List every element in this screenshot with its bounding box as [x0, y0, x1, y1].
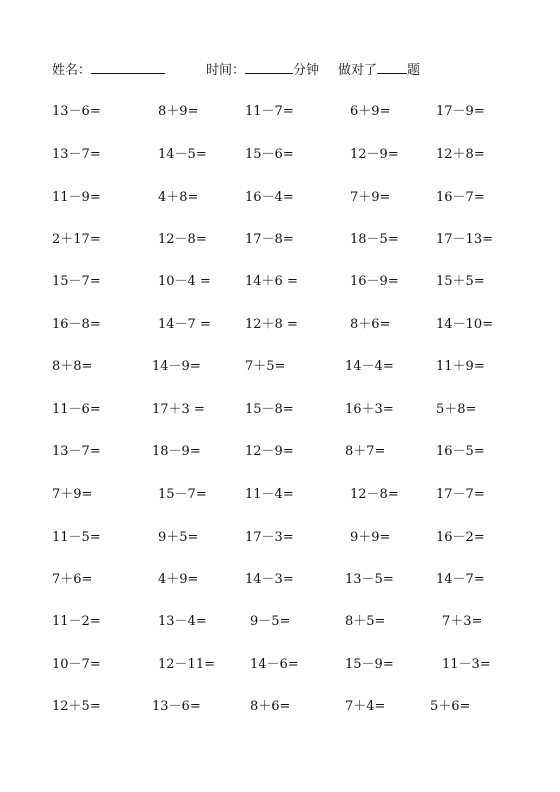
- problem-r1-c4: 6＋9=: [350, 104, 391, 119]
- problem-r4-c4: 18－5=: [350, 232, 399, 247]
- problem-r2-c1: 13－7=: [52, 147, 101, 162]
- problem-r3-c1: 11－9=: [52, 190, 101, 205]
- problem-r10-c2: 15－7=: [158, 487, 207, 502]
- problem-r9-c1: 13－7=: [52, 444, 101, 459]
- problem-r11-c5: 16－2=: [436, 530, 485, 545]
- problem-r8-c4: 16＋3=: [345, 402, 394, 417]
- problem-r15-c3: 8＋6=: [250, 699, 291, 714]
- problem-r2-c3: 15－6=: [245, 147, 294, 162]
- problem-r13-c3: 9－5=: [250, 614, 291, 629]
- problem-r11-c3: 17－3=: [245, 530, 294, 545]
- problem-r11-c2: 9＋5=: [158, 530, 199, 545]
- problem-r6-c5: 14－10=: [436, 317, 493, 332]
- problem-r8-c3: 15－8=: [245, 402, 294, 417]
- problem-r4-c2: 12－8=: [158, 232, 207, 247]
- problem-r3-c3: 16－4=: [245, 190, 294, 205]
- problem-r6-c3: 12＋8 =: [245, 317, 298, 332]
- problem-r5-c1: 15－7=: [52, 274, 101, 289]
- name-label: 姓名：: [52, 63, 92, 78]
- problem-r13-c1: 11－2=: [52, 614, 101, 629]
- problem-r9-c5: 16－5=: [436, 444, 485, 459]
- problem-r15-c4: 7＋4=: [345, 699, 386, 714]
- problem-r3-c5: 16－7=: [436, 190, 485, 205]
- problem-r15-c1: 12＋5=: [52, 699, 101, 714]
- problem-r13-c5: 7＋3=: [442, 614, 483, 629]
- problem-r14-c2: 12－11=: [158, 657, 215, 672]
- problem-r2-c2: 14－5=: [158, 147, 207, 162]
- problem-r3-c2: 4＋8=: [158, 190, 199, 205]
- problem-r15-c2: 13－6=: [152, 699, 201, 714]
- problem-r12-c5: 14－7=: [436, 572, 485, 587]
- time-label: 时间：: [206, 63, 246, 78]
- problem-r13-c2: 13－4=: [158, 614, 207, 629]
- problem-r10-c3: 11－4=: [245, 487, 294, 502]
- problem-r9-c3: 12－9=: [245, 444, 294, 459]
- problem-r4-c3: 17－8=: [245, 232, 294, 247]
- problem-r14-c1: 10－7=: [52, 657, 101, 672]
- problem-r6-c1: 16－8=: [52, 317, 101, 332]
- problem-r7-c4: 14－4=: [345, 359, 394, 374]
- problem-r10-c4: 12－8=: [350, 487, 399, 502]
- problem-r7-c5: 11＋9=: [436, 359, 485, 374]
- problem-r12-c2: 4＋9=: [158, 572, 199, 587]
- problem-r3-c4: 7＋9=: [350, 190, 391, 205]
- problem-r9-c2: 18－9=: [152, 444, 201, 459]
- problem-r12-c4: 13－5=: [345, 572, 394, 587]
- problem-r12-c3: 14－3=: [245, 572, 294, 587]
- problem-r10-c1: 7＋9=: [52, 487, 93, 502]
- problem-r4-c5: 17－13=: [436, 232, 493, 247]
- problem-r5-c5: 15＋5=: [436, 274, 485, 289]
- problem-r14-c4: 15－9=: [345, 657, 394, 672]
- problem-r1-c5: 17－9=: [436, 104, 485, 119]
- problem-r1-c1: 13－6=: [52, 104, 101, 119]
- problem-r10-c5: 17－7=: [436, 487, 485, 502]
- problem-r13-c4: 8＋5=: [345, 614, 386, 629]
- problem-r2-c4: 12－9=: [350, 147, 399, 162]
- problem-r7-c3: 7＋5=: [245, 359, 286, 374]
- problem-r11-c4: 9＋9=: [350, 530, 391, 545]
- problem-r4-c1: 2＋17=: [52, 232, 101, 247]
- problem-r14-c5: 11－3=: [442, 657, 491, 672]
- problem-r5-c3: 14＋6 =: [245, 274, 298, 289]
- problem-r1-c3: 11－7=: [245, 104, 294, 119]
- problem-r6-c4: 8＋6=: [350, 317, 391, 332]
- problem-r15-c5: 5＋6=: [430, 699, 471, 714]
- problem-r14-c3: 14－6=: [250, 657, 299, 672]
- problem-r9-c4: 8＋7=: [345, 444, 386, 459]
- minutes-label: 分钟: [293, 63, 320, 78]
- problem-r7-c1: 8＋8=: [52, 359, 93, 374]
- problem-r12-c1: 7＋6=: [52, 572, 93, 587]
- problem-r7-c2: 14－9=: [152, 359, 201, 374]
- problem-r5-c4: 16－9=: [350, 274, 399, 289]
- problem-r8-c1: 11－6=: [52, 402, 101, 417]
- problem-r5-c2: 10－4 =: [158, 274, 211, 289]
- problem-r11-c1: 11－5=: [52, 530, 101, 545]
- problem-r1-c2: 8＋9=: [158, 104, 199, 119]
- problem-r8-c5: 5＋8=: [436, 402, 477, 417]
- correct-label: 做对了: [338, 63, 378, 78]
- problem-r6-c2: 14－7 =: [158, 317, 211, 332]
- questions-label: 题: [407, 63, 421, 78]
- problem-r8-c2: 17＋3 =: [152, 402, 205, 417]
- problem-r2-c5: 12＋8=: [436, 147, 485, 162]
